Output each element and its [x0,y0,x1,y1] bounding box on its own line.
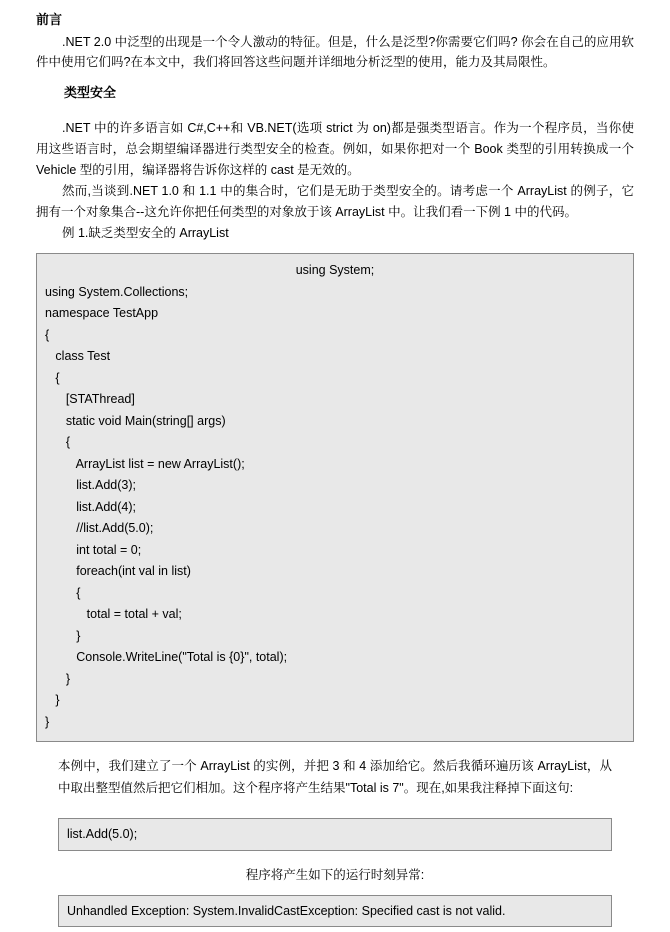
after-code-paragraph: 本例中，我们建立了一个 ArrayList 的实例，并把 3 和 4 添加给它。然后我循环遍历该 ArrayList，从中取出整型值然后把它们相加。这个程序将产生结果"Total is 7"。现在,如果我注释掉下面这句: [58,759,612,795]
example-caption: 例 1.缺乏类型安全的 ArrayList [62,226,229,241]
code-line: list.Add(5.0); [67,826,138,841]
section-heading: 类型安全 [64,84,117,100]
code-line: Console.WriteLine("Total is {0}", total); [45,650,288,664]
code-line: using System.Collections; [45,284,189,299]
code-line: } [45,714,50,729]
code-line: [STAThread] [45,392,135,406]
code-line: } [45,628,81,643]
code-block-list-add [58,818,612,851]
code-line: list.Add(3); [45,478,136,492]
code-block-exception [58,895,612,928]
intro-paragraph: .NET 2.0 中泛型的出现是一个令人激动的特征。但是，什么是泛型?你需要它们吗? 你会在自己的应用软件中使用它们吗?在本文中，我们将回答这些问题并详细地分析泛型的使用，能力及其局限性。 [36,34,634,70]
code-line: foreach(int val in list) [45,564,191,578]
code-header-line: using System; [295,263,375,277]
code-line: list.Add(4); [45,499,136,514]
code-line: static void Main(string[] args) [45,413,226,428]
code-line: } [45,671,71,686]
section-paragraph-2: 然而,当谈到.NET 1.0 和 1.1 中的集合时，它们是无助于类型安全的。请考虑一个 ArrayList 的例子，它拥有一个对象集合--这允许你把任何类型的对象放于该 ArrayList 中。让我们看一下例 1 中的代码。 [36,184,634,219]
code-line: int total = 0; [45,542,142,557]
code-line: } [45,693,60,707]
runtime-exception-note: 程序将产生如下的运行时刻异常: [245,867,425,882]
code-line: namespace TestApp [45,306,159,320]
code-block-example-1 [36,253,634,742]
code-line: { [45,585,81,600]
code-line: { [45,435,71,449]
page-title: 前言 [36,12,63,27]
code-line: total = total + val; [45,607,182,621]
code-line: { [45,327,50,342]
code-line: class Test [45,349,111,363]
code-line: { [45,370,60,385]
code-line: Unhandled Exception: System.InvalidCastException: Specified cast is not valid. [67,903,506,918]
code-line: //list.Add(5.0); [45,521,154,535]
section-paragraph-1: .NET 中的许多语言如 C#,C++和 VB.NET(选项 strict 为 on)都是强类型语言。作为一个程序员，当你使用这些语言时，总会期望编译器进行类型安全的检查。例如，如果你把对一个 Book 类型的引用转换成一个 Vehicle 型的引用，编译器将告诉你这样的 cast 是无效的。 [36,121,634,177]
code-line: ArrayList list = new ArrayList(); [45,456,245,471]
